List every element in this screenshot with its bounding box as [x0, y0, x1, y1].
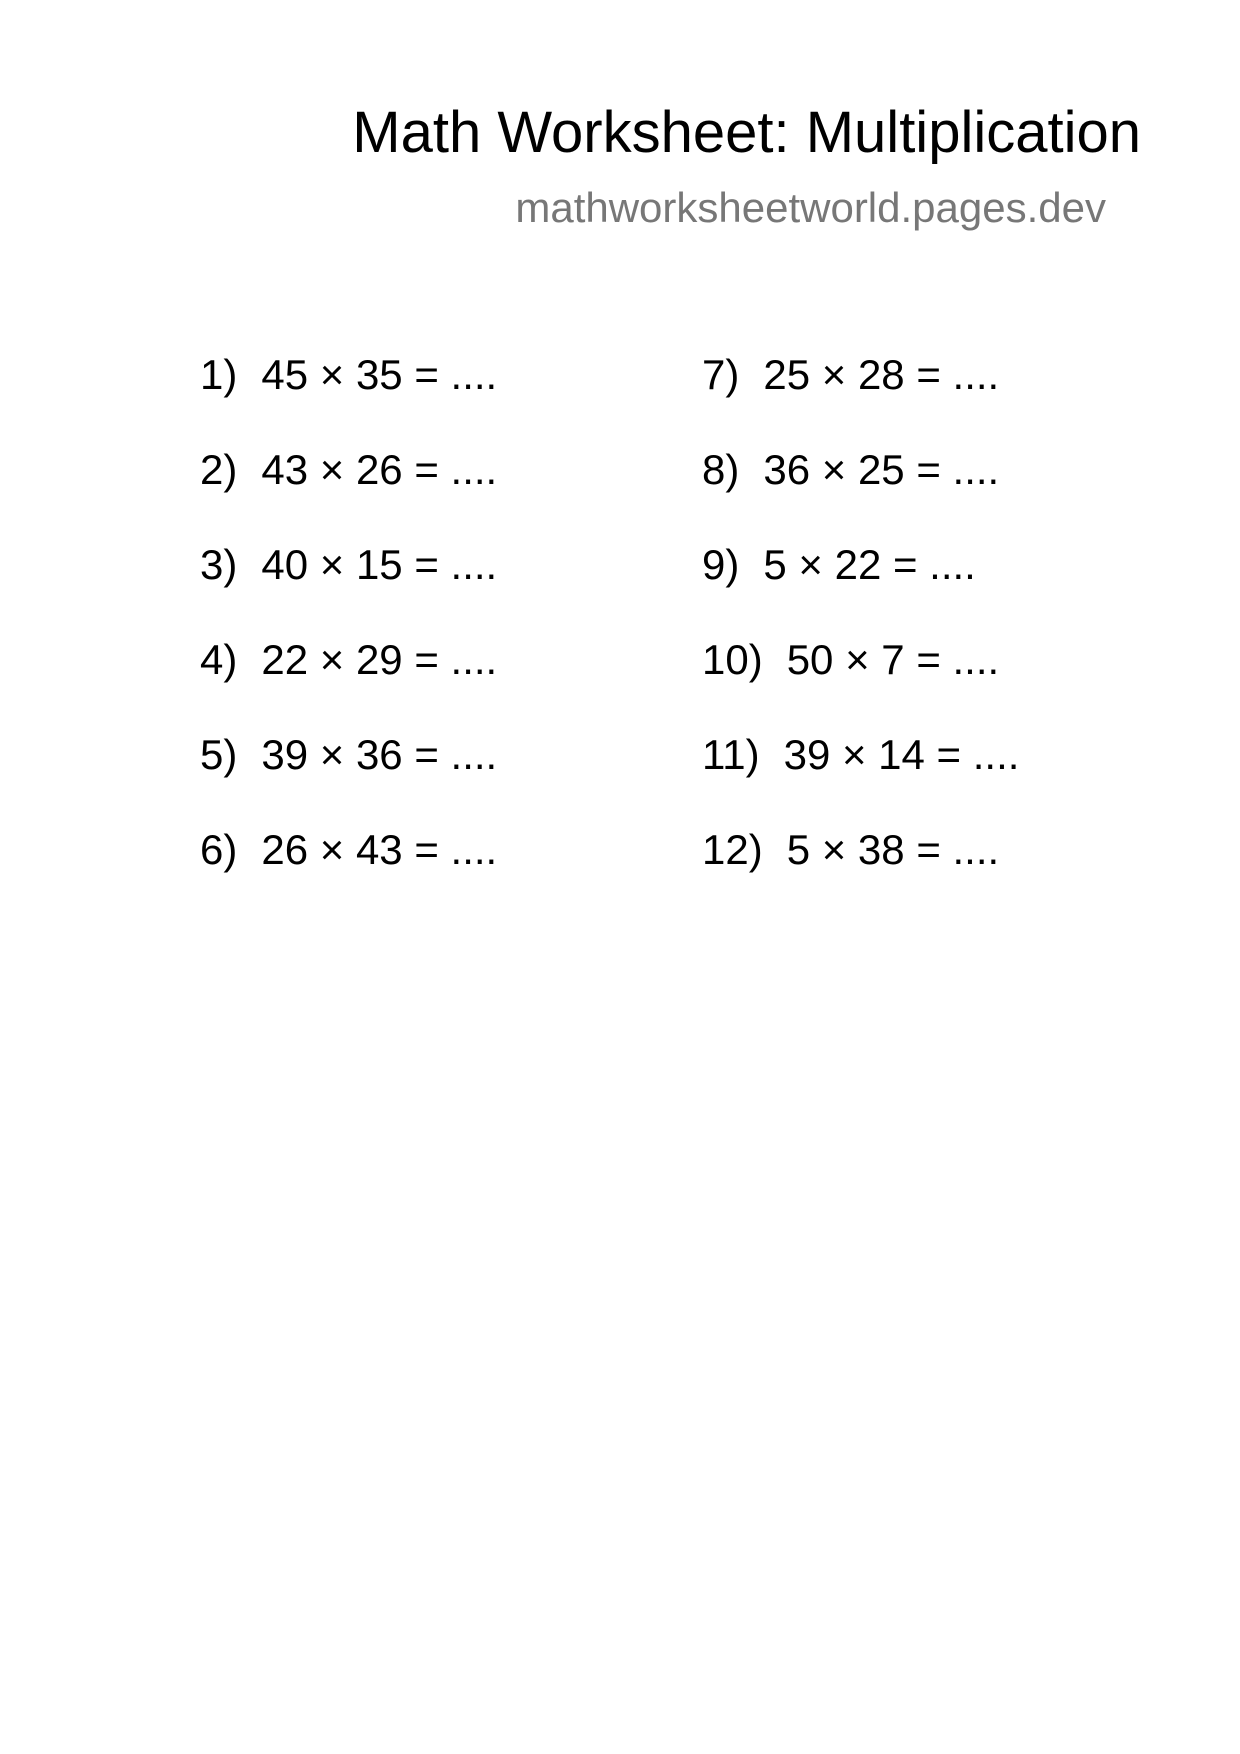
- problem-item: [702, 635, 1019, 730]
- problem-item: [702, 445, 1019, 540]
- problem-number: 5): [200, 731, 238, 778]
- problem-expression: 36 × 25 = ....: [763, 446, 1000, 493]
- problem-number: 4): [200, 636, 238, 683]
- problem-expression: 22 × 29 = ....: [261, 636, 498, 683]
- problem-item: [200, 540, 497, 635]
- problem-number: 11): [702, 731, 760, 778]
- problem-expression: 39 × 36 = ....: [261, 731, 498, 778]
- problem-item: [702, 730, 1019, 825]
- problem-expression: 25 × 28 = ....: [763, 351, 1000, 398]
- problem-number: 7): [702, 351, 740, 398]
- problem-item: [200, 445, 497, 540]
- problem-number: 8): [702, 446, 740, 493]
- problem-expression: 43 × 26 = ....: [261, 446, 498, 493]
- problem-number: 3): [200, 541, 238, 588]
- problem-expression: 45 × 35 = ....: [261, 351, 498, 398]
- problem-expression: 50 × 7 = ....: [786, 636, 1000, 683]
- problem-item: [200, 350, 497, 445]
- problem-number: 1): [200, 351, 238, 398]
- problem-expression: 5 × 22 = ....: [763, 541, 976, 588]
- problem-expression: 39 × 14 = ....: [783, 731, 1020, 778]
- problem-item: [702, 350, 1019, 445]
- worksheet-source-url: mathworksheetworld.pages.dev: [515, 184, 1106, 231]
- problem-expression: 26 × 43 = ....: [261, 826, 498, 873]
- problem-item: [702, 825, 1019, 920]
- problem-item: [200, 730, 497, 825]
- problem-expression: 5 × 38 = ....: [786, 826, 1000, 873]
- worksheet-title: Math Worksheet: Multiplication: [352, 100, 1141, 165]
- problem-number: 10): [702, 636, 763, 683]
- problem-item: [200, 635, 497, 730]
- problem-number: 6): [200, 826, 238, 873]
- problem-number: 2): [200, 446, 238, 493]
- problem-expression: 40 × 15 = ....: [261, 541, 498, 588]
- problem-number: 9): [702, 541, 740, 588]
- problem-number: 12): [702, 826, 763, 873]
- problem-item: [702, 540, 1019, 635]
- problem-item: [200, 825, 497, 920]
- problem-column-left: [200, 350, 497, 920]
- problem-column-right: [702, 350, 1019, 920]
